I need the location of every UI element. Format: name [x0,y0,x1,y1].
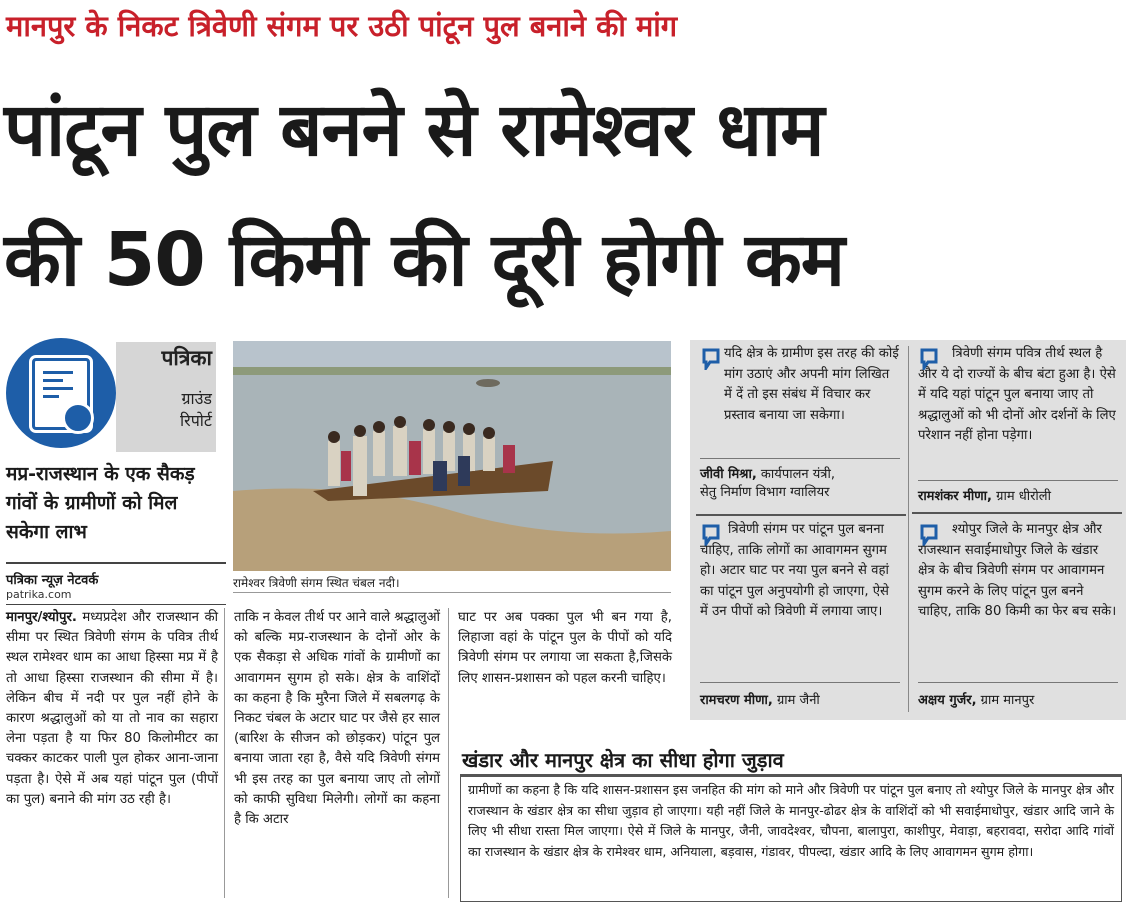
column-rule [448,608,449,736]
photo-caption: रामेश्वर त्रिवेणी संगम स्थित चंबल नदी। [233,576,400,590]
quote-bubble-icon [702,348,720,370]
quote-name: जीवी मिश्रा, [700,467,757,482]
divider [6,604,226,605]
quote-text: श्योपुर जिले के मानपुर क्षेत्र और राजस्थान सवाईमाधोपुर जिले के खंडार क्षेत्र के बीच त्रिवेणी संगम पर आवागमन सुगम करने के लिए पांटून पुल बनने चाहिए, ताकि 80 किमी का फेर बच सके। [918,522,1117,619]
box-title: खंडार और मानपुर क्षेत्र का सीधा होगा जुड़ाव [462,748,784,772]
divider [233,592,671,593]
kicker-headline: मानपुर के निकट त्रिवेणी संगम पर उठी पांटून पुल बनाने की मांग [6,9,678,43]
quote-text: त्रिवेणी संगम पवित्र तीर्थ स्थल है और ये दो राज्यों के बीच बंटा हुआ है। ऐसे में यदि यहां पांटून पुल बनाया जाए तो श्रद्धालुओं को भी दोनों ओर दर्शनों के लिए परेशान नहीं होना पड़ेगा। [918,346,1116,443]
body-column-1 [6,608,218,810]
quote-attribution [700,692,904,710]
quote-divider [918,480,1118,481]
lede: मप्र-राजस्थान के एक सैकड़ गांवों के ग्रामीणों को मिल सकेगा लाभ [6,463,195,543]
quote-name: रामशंकर मीणा, [918,489,992,504]
badge-type-line-1: ग्राउंड [181,389,212,408]
divider [6,562,226,564]
quote-divider [700,682,900,683]
quote-divider [912,512,1122,514]
badge-brand: पत्रिका [161,346,212,370]
quote-role: कार्यपालन यंत्री, [756,467,835,482]
column-rule [224,608,225,898]
quote-attribution [918,488,1122,506]
report-document-icon [6,338,116,448]
quote-text: यदि क्षेत्र के ग्रामीण इस तरह की कोई मांग उठाएं और अपनी मांग लिखित में दें तो इस संबंध में विचार कर प्रस्ताव बनाया जा सकेगा। [724,346,899,423]
byline: पत्रिका न्यूज़ नेटवर्क [6,573,99,588]
quote-attribution [918,692,1122,710]
headline-line-1: पांटून पुल बनने से रामेश्वर धाम [4,87,824,173]
body-column-1-text: मध्यप्रदेश और राजस्थान की सीमा पर स्थित त्रिवेणी संगम के पवित्र तीर्थ स्थल रामेश्वर धाम का आधा हिस्सा मप्र में है तो आधा हिस्सा राजस्थान की सीमा में है। लेकिन बीच में नदी पर पुल नहीं होने के कारण श्रद्धालुओं को या तो नाव का सहारा लेना पड़ता है या फिर 80 किलोमीटर का चक्कर काटकर पाली पुल होकर आना-जाना पड़ता है। ऐसे में अब यहां पांटून पुल (पीपों का पुल) बनाने की मांग उठ रही है। [6,610,218,807]
dateline: मानपुर/श्योपुर. [6,610,77,625]
badge-type [120,388,212,432]
column-rule [448,736,449,898]
quote-name: अक्षय गुर्जर, [918,693,977,708]
news-photo [233,341,671,571]
quote-divider [918,682,1118,683]
body-column-3: घाट पर अब पक्का पुल भी बन गया है, लिहाजा वहां के पांटून पुल के पीपों को यदि त्रिवेणी संगम पर लगाया जा सकता है,जिसके लिए शासन-प्रशासन को पहल करनी चाहिए। [458,610,672,686]
headline-line-2: की 50 किमी की दूरी होगी कम [4,217,845,303]
body-column-2: ताकि न केवल तीर्थ पर आने वाले श्रद्धालुओं को बल्कि मप्र-राजस्थान के दोनों ओर के एक सैकड़ा से अधिक गांवों के ग्रामीणों का आवागमन सुगम हो सके। क्षेत्र के वाशिंदों का कहना है कि मुरैना जिले में सबलगढ़ के निकट चंबल के अटार घाट पर जैसे हर साल (बारिश के सीजन को छोड़कर) पांटून पुल बनाया जाता रहा है, वैसे यदि त्रिवेणी संगम भी इस तरह का पुल बनाया जाए तो लोगों को काफी सुविधा मिलेगी। लोगों का कहना है कि अटार [234,610,440,828]
quote-divider [700,458,900,459]
box-text: ग्रामीणों का कहना है कि यदि शासन-प्रशासन इस जनहित की मांग को माने और त्रिवेणी पर पांटून पुल बनाए तो श्योपुर जिले के मानपुर क्षेत्र और राजस्थान के खंडार क्षेत्र का सीधा जुड़ाव हो जाएगा। यही नहीं जिले के मानपुर-ढोढर क्षेत्र के वाशिंदों को भी सवाईमाधोपुर, खंडार आदि जाने के लिए भी सीधा रास्ता मिल जाएगा। ऐसे में जिले के मानपुर, जैनी, जावदेश्वर, चौपना, बालापुरा, काशीपुर, मेवाड़ा, बहरावदा, सरोदा आदि गांवों का राजस्थान के खंडार क्षेत्र के रामेश्वर धाम, अनियाला, बड़वास, गंडावर, पीपल्दा, खंडार आदि के लिए आवागमन सुगम होगा। [468,782,1114,859]
quote-role: ग्राम मानपुर [976,693,1035,708]
website: patrika.com [6,588,72,601]
quote-attribution [700,466,904,502]
badge-type-line-2: रिपोर्ट [180,411,212,430]
column-rule [908,346,909,712]
quote-role: ग्राम धीरोली [991,489,1051,504]
quote-role-line-2: सेतु निर्माण विभाग ग्वालियर [700,485,830,500]
quote-text: त्रिवेणी संगम पर पांटून पुल बनना चाहिए, ताकि लोगों का आवागमन सुगम हो। अटार घाट पर नया पुल बनने से वहां का पांटून पुल अनुपयोगी हो जाएगा, ऐसे में उन पीपों को त्रिवेणी में लगाया जाए। [700,522,889,619]
quote-role: ग्राम जैनी [772,693,820,708]
quote-divider [696,514,906,516]
quote-name: रामचरण मीणा, [700,693,773,708]
